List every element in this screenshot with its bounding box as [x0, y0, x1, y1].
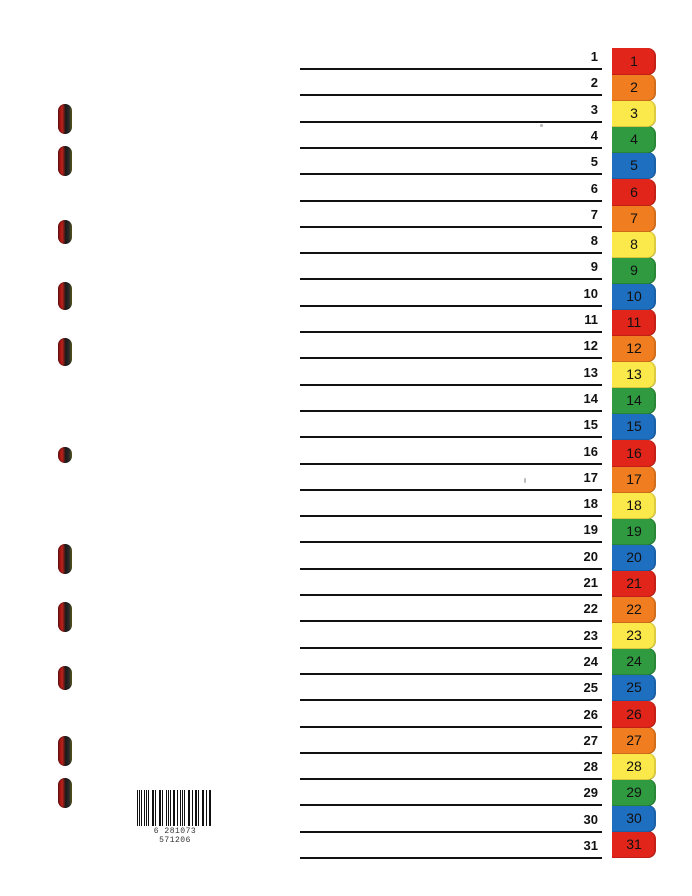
entry-number: 28 — [583, 759, 598, 775]
index-tab-label: 11 — [626, 314, 642, 330]
entry-number: 25 — [583, 680, 598, 696]
barcode-bar — [184, 790, 185, 826]
entry-writing-line — [300, 620, 602, 622]
index-tab-label: 1 — [630, 53, 638, 69]
entry-writing-line — [300, 541, 602, 543]
index-tab[interactable] — [612, 205, 656, 232]
entry-number: 4 — [590, 127, 598, 143]
entry-number: 15 — [583, 417, 598, 433]
entry-writing-line — [300, 173, 602, 175]
index-tab[interactable] — [612, 674, 656, 701]
entry-number: 23 — [583, 627, 598, 643]
index-tab-label: 16 — [626, 444, 642, 461]
index-tab[interactable] — [612, 779, 656, 806]
entry-writing-line — [300, 384, 602, 386]
entry-writing-line — [300, 804, 602, 806]
index-tab[interactable] — [612, 48, 656, 75]
index-tab[interactable] — [612, 74, 656, 101]
index-tab-label: 20 — [626, 548, 642, 565]
entry-writing-line — [300, 857, 602, 859]
entry-writing-line — [300, 331, 602, 333]
index-tab-label: 14 — [626, 392, 642, 409]
index-tab[interactable] — [612, 570, 656, 597]
entry-writing-line — [300, 594, 602, 596]
index-tab-label: 31 — [626, 836, 642, 852]
entry-number: 6 — [590, 180, 598, 196]
entry-number: 21 — [583, 575, 598, 590]
entry-number: 1 — [590, 49, 598, 64]
entry-number: 27 — [583, 732, 598, 748]
index-tab[interactable] — [612, 283, 656, 310]
entry-number: 13 — [583, 364, 598, 380]
entry-writing-line — [300, 726, 602, 728]
entry-writing-line — [300, 278, 602, 280]
index-tab-label: 25 — [626, 679, 642, 696]
barcode-bar — [198, 790, 199, 826]
index-tab-label: 12 — [626, 340, 642, 357]
index-tab-label: 22 — [626, 601, 642, 618]
barcode-bar — [174, 790, 175, 826]
index-tab[interactable] — [612, 335, 656, 362]
entry-number: 18 — [583, 496, 598, 512]
index-tab-label: 26 — [626, 705, 642, 722]
index-tab[interactable] — [612, 596, 656, 623]
entry-writing-line — [300, 436, 602, 438]
index-tab[interactable] — [612, 727, 656, 754]
entry-number: 30 — [583, 811, 598, 827]
entry-writing-line — [300, 831, 602, 833]
barcode-bars — [137, 790, 213, 826]
entry-writing-line — [300, 568, 602, 570]
index-tab[interactable] — [612, 413, 656, 440]
index-tab[interactable] — [612, 361, 656, 388]
index-tab-label: 28 — [626, 757, 642, 774]
entry-writing-line — [300, 226, 602, 228]
index-tab[interactable] — [612, 753, 656, 780]
entry-number: 20 — [583, 548, 598, 564]
index-tab-label: 8 — [630, 235, 638, 252]
entry-number: 16 — [583, 443, 598, 459]
entry-number: 7 — [590, 206, 598, 222]
index-tab-label: 18 — [626, 496, 642, 513]
index-tab[interactable] — [612, 440, 656, 467]
index-tab-label: 30 — [626, 809, 642, 826]
entry-number: 29 — [583, 785, 598, 801]
barcode-bar — [189, 790, 190, 826]
entry-number: 10 — [583, 285, 598, 301]
barcode-bar — [203, 790, 204, 826]
entry-writing-line — [300, 357, 602, 359]
entry-writing-line — [300, 68, 602, 70]
index-tab-label: 27 — [626, 731, 642, 748]
entry-writing-line — [300, 121, 602, 123]
index-tab[interactable] — [612, 492, 656, 519]
index-tab[interactable] — [612, 387, 656, 414]
index-tab[interactable] — [612, 466, 656, 493]
entry-writing-line — [300, 200, 602, 202]
barcode-bar — [148, 790, 149, 826]
entry-number: 8 — [590, 233, 598, 249]
index-tab[interactable] — [612, 518, 656, 545]
entry-number: 5 — [590, 154, 598, 170]
index-tab-label: 21 — [626, 575, 642, 591]
entry-number: 14 — [583, 390, 598, 406]
entry-number: 22 — [583, 601, 598, 617]
index-tab-label: 23 — [626, 627, 642, 644]
index-tab[interactable] — [612, 309, 656, 336]
index-tab[interactable] — [612, 622, 656, 649]
index-tab-label: 5 — [630, 157, 638, 174]
index-tab[interactable] — [612, 126, 656, 153]
barcode-bar — [177, 790, 178, 826]
entry-writing-line — [300, 752, 602, 754]
entry-number: 11 — [584, 312, 598, 327]
index-tab[interactable] — [612, 257, 656, 284]
entry-writing-line — [300, 463, 602, 465]
entry-writing-line — [300, 489, 602, 491]
index-tab-label: 6 — [630, 183, 638, 200]
entry-number: 12 — [583, 338, 598, 354]
barcode-bar — [155, 790, 156, 826]
entry-writing-line — [300, 94, 602, 96]
entry-writing-line — [300, 647, 602, 649]
entry-writing-line — [300, 673, 602, 675]
index-tab[interactable] — [612, 179, 656, 206]
index-tab-label: 2 — [630, 79, 638, 96]
index-tab-label: 10 — [626, 287, 642, 304]
entry-number: 9 — [590, 259, 598, 275]
barcode-bar — [144, 790, 145, 826]
index-tab[interactable] — [612, 831, 656, 858]
entry-number: 3 — [590, 101, 598, 117]
entry-writing-line — [300, 778, 602, 780]
index-tab[interactable] — [612, 152, 656, 179]
barcode-bar — [137, 790, 138, 826]
index-tab-label: 4 — [630, 131, 638, 148]
barcode — [136, 790, 214, 845]
index-tab[interactable] — [612, 544, 656, 571]
index-tab-label: 9 — [630, 261, 638, 278]
entry-writing-line — [300, 305, 602, 307]
index-tab-label: 29 — [626, 783, 642, 800]
index-tab-label: 15 — [626, 418, 642, 435]
entry-number: 31 — [583, 838, 598, 853]
entry-writing-line — [300, 699, 602, 701]
entry-writing-line — [300, 252, 602, 254]
barcode-bar — [162, 790, 163, 826]
entry-number: 24 — [583, 653, 598, 669]
barcode-bar — [166, 790, 167, 826]
entry-number: 2 — [590, 75, 598, 91]
entry-number: 17 — [583, 469, 598, 485]
entry-writing-line — [300, 410, 602, 412]
index-tab[interactable] — [612, 231, 656, 258]
index-tab-label: 7 — [630, 209, 638, 226]
index-tab[interactable] — [612, 648, 656, 675]
index-tab-label: 24 — [626, 653, 642, 670]
index-tab[interactable] — [612, 701, 656, 728]
entry-number: 26 — [583, 706, 598, 722]
index-tab-label: 19 — [626, 522, 642, 539]
entry-writing-line — [300, 147, 602, 149]
index-tab-label: 17 — [626, 470, 642, 487]
barcode-bar — [210, 790, 211, 826]
index-tab[interactable] — [612, 805, 656, 832]
index-tab[interactable] — [612, 100, 656, 127]
barcode-digits: 6 281073 571206 — [153, 827, 197, 845]
entry-number: 19 — [583, 522, 598, 538]
index-tab-label: 3 — [630, 105, 638, 122]
entry-writing-line — [300, 515, 602, 517]
index-tab-label: 13 — [626, 366, 642, 383]
